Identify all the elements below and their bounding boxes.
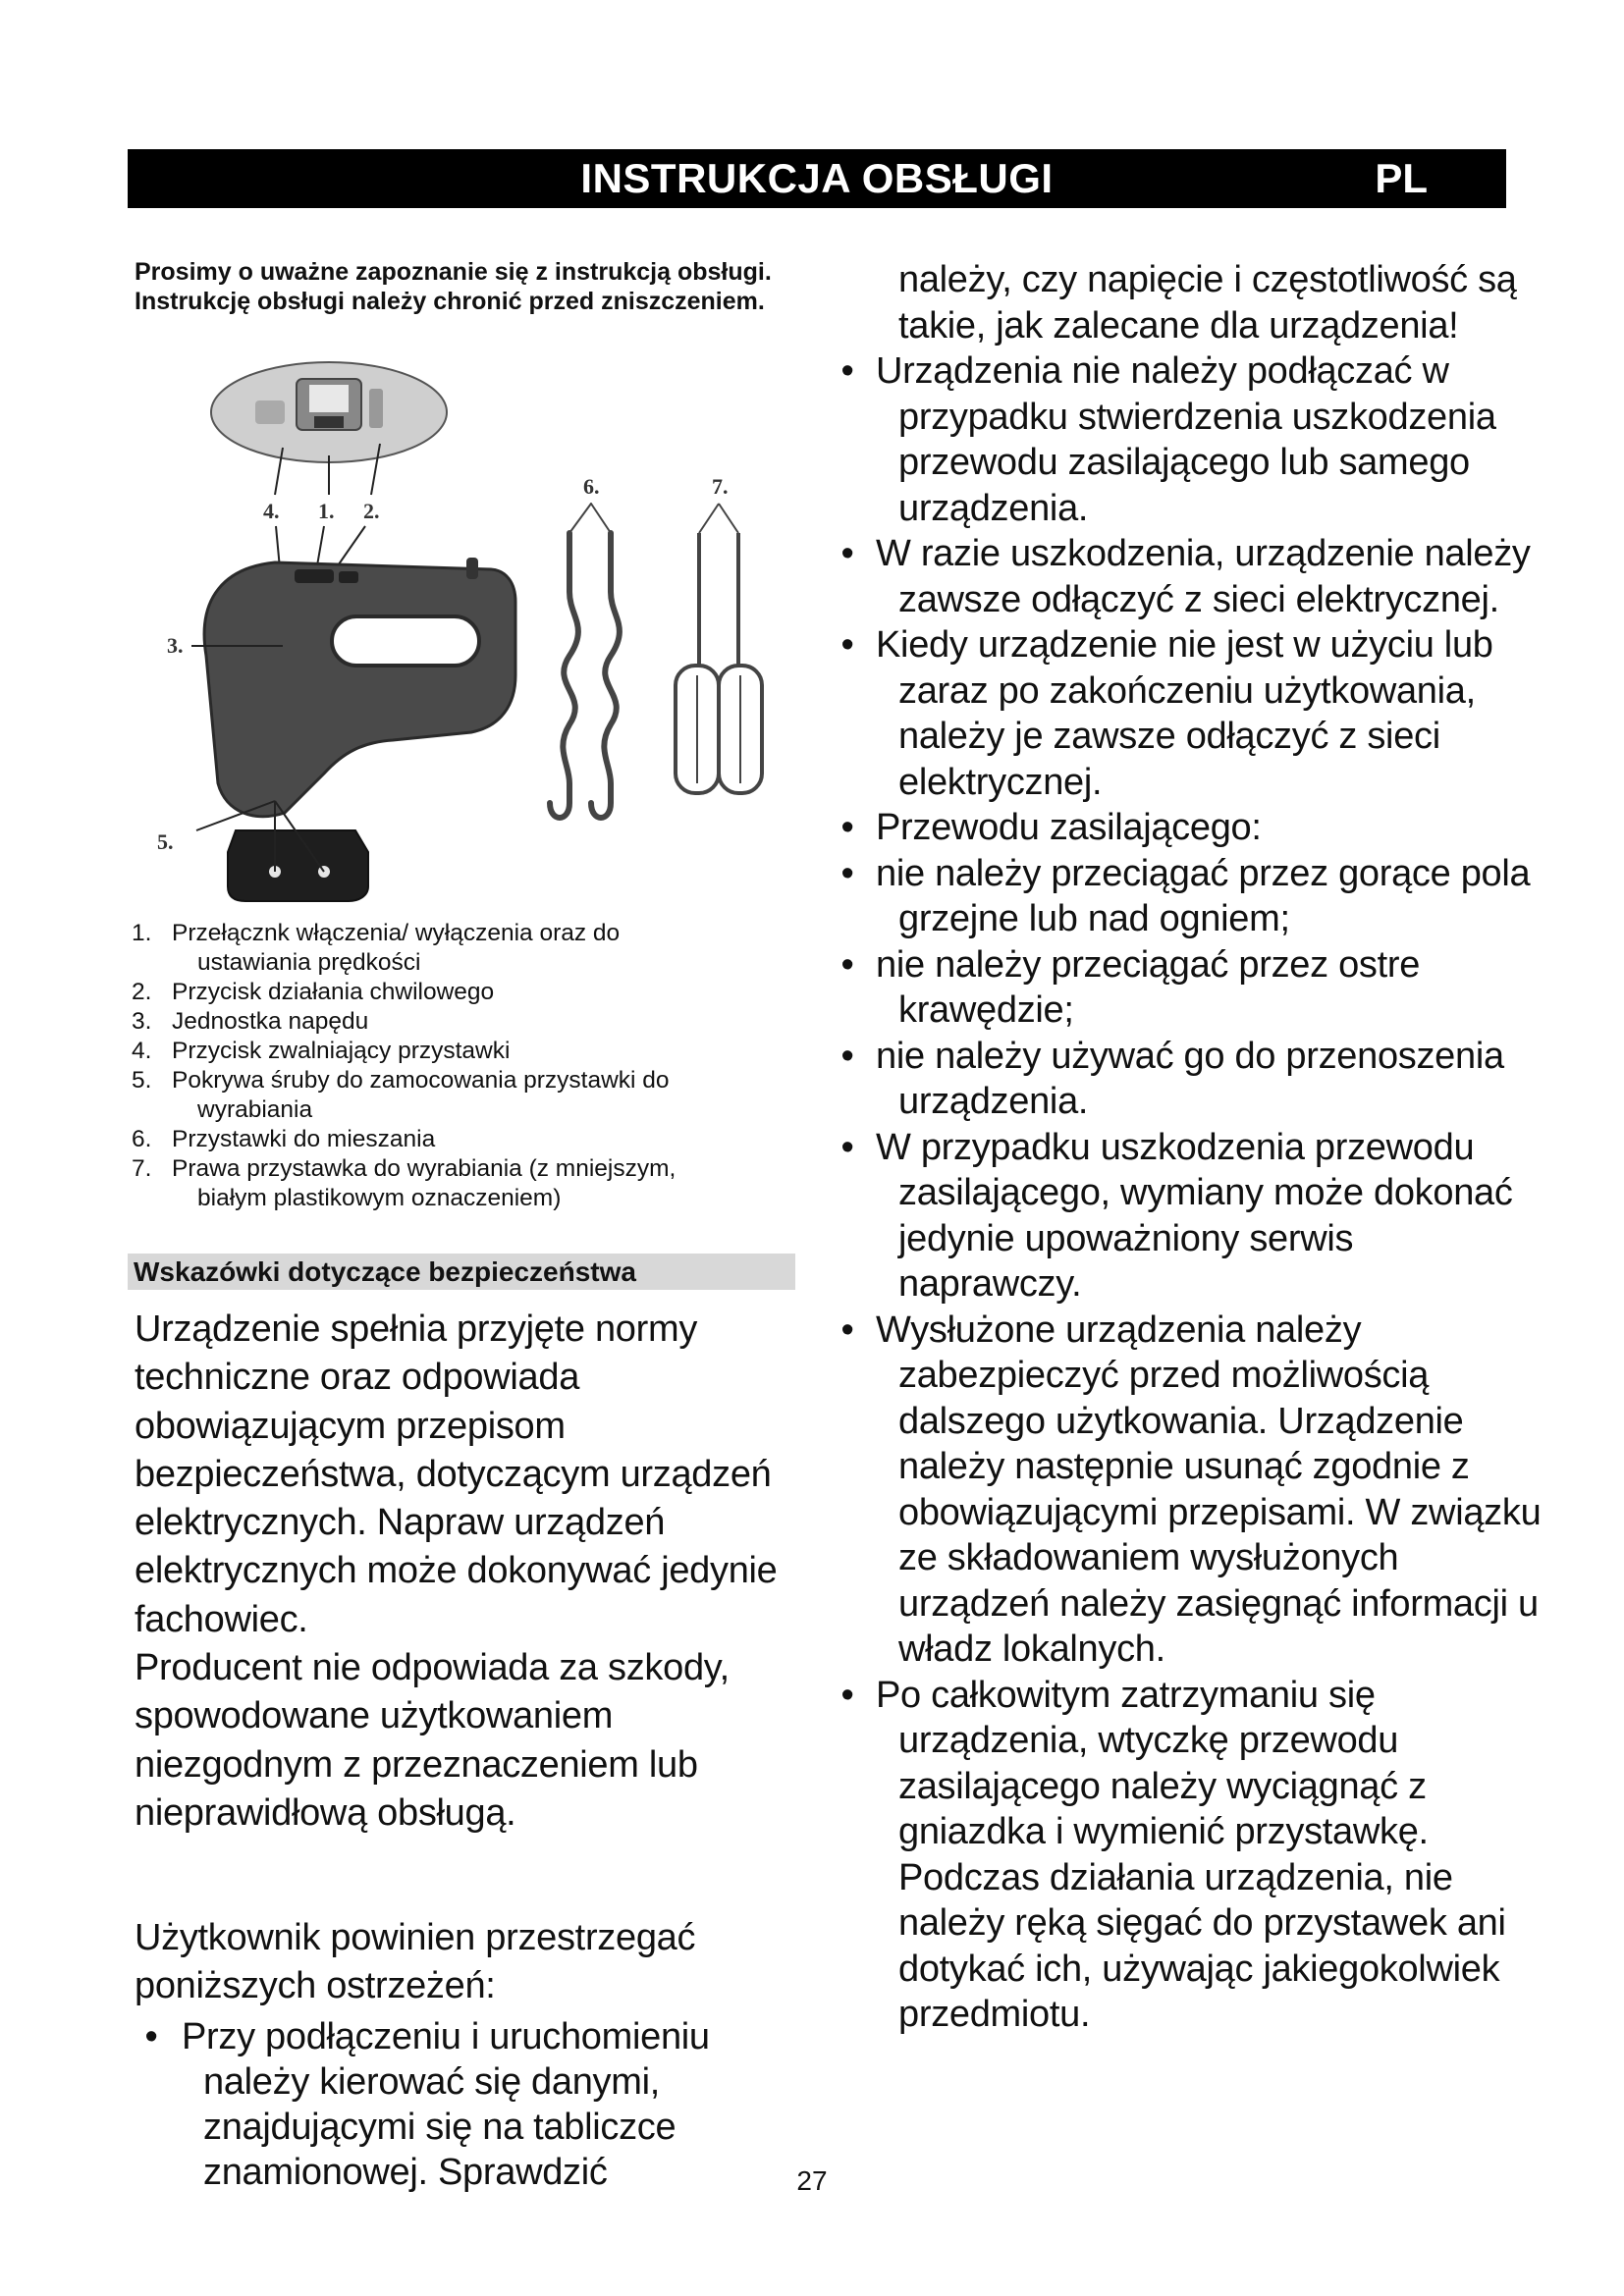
bullet-item <box>837 348 1543 531</box>
bullet-item <box>837 851 1543 942</box>
part-number: 6. <box>132 1126 152 1152</box>
dough-hooks-illustration <box>550 504 620 818</box>
bullet-item <box>837 1125 1543 1308</box>
part-text: Przystawki do mieszania <box>172 1126 436 1152</box>
bullet-dot: • <box>840 350 854 392</box>
part-number: 7. <box>132 1155 152 1182</box>
part-text: Pokrywa śruby do zamocowania przystawki do <box>172 1067 670 1094</box>
part-text-cont: ustawiania prędkości <box>197 949 421 976</box>
part-number: 1. <box>132 920 152 946</box>
bullet-item <box>837 1308 1543 1673</box>
callout-3: 3. <box>167 633 184 658</box>
continuation-text: należy, czy napięcie i częstotliwość są takie, jak zalecane dla urządzenia! <box>898 259 1517 347</box>
parts-list <box>132 919 799 1213</box>
bullet-item <box>837 1034 1543 1125</box>
bullet-dot: • <box>144 2016 158 2057</box>
part-text: Przycisk zwalniający przystawki <box>172 1038 511 1064</box>
bullet-text: Przy podłączeniu i uruchomieniu należy kierować się danymi, znajdującymi się na tabliczce znamionowej. Sprawdzić <box>182 2016 710 2193</box>
bullet-dot: • <box>840 533 854 574</box>
bullet-dot: • <box>840 1126 854 1168</box>
bullet-dot: • <box>840 1308 854 1351</box>
callout-4: 4. <box>263 499 280 523</box>
part-item <box>132 1125 799 1154</box>
bullet-text: W razie uszkodzenia, urządzenie należy zawsze odłączyć z sieci elektrycznej. <box>876 533 1531 620</box>
page-number: 27 <box>796 2165 828 2196</box>
bullet-item <box>837 531 1543 622</box>
part-number: 5. <box>132 1067 152 1094</box>
part-item <box>132 919 799 978</box>
part-item <box>132 1007 799 1037</box>
part-item <box>132 1154 799 1213</box>
bullet-text: Urządzenia nie należy podłączać w przypadku stwierdzenia uszkodzenia przewodu zasilającego lub samego urządzenia. <box>876 350 1496 529</box>
part-text: Prawa przystawka do wyrabiania (z mniejszym, <box>172 1155 677 1182</box>
bullet-item <box>837 805 1543 851</box>
bullet-dot: • <box>840 852 854 894</box>
bullet-item <box>837 1673 1543 2038</box>
page-title: INSTRUKCJA OBSŁUGI <box>580 155 1054 201</box>
part-number: 3. <box>132 1008 152 1035</box>
part-text: Przełącznk włączenia/ wyłączenia oraz do <box>172 920 621 946</box>
safety-paragraph-2: Producent nie odpowiada za szkody, spowodowane użytkowaniem niezgodnym z przeznaczeniem lub nieprawidłową obsługą. <box>135 1647 730 1834</box>
bullet-text: nie należy przeciągać przez ostre krawędzie; <box>876 943 1421 1031</box>
beaters-illustration <box>676 504 762 793</box>
header-bar <box>128 149 1506 208</box>
bullet-dot: • <box>840 1674 854 1716</box>
bullet-text: Wysłużone urządzenia należy zabezpieczyć przed możliwością dalszego użytkowania. Urządzenie należy następnie usunąć zgodnie z obowiązującymi przepisami. W związku ze składowaniem wysłużonych urządzeń należy zasięgnąć informacji u władz lokalnych. <box>876 1308 1542 1670</box>
callout-5: 5. <box>157 829 174 854</box>
control-panel-illustration <box>211 362 447 462</box>
part-item <box>132 1037 799 1066</box>
bullet-text: nie należy używać go do przenoszenia urządzenia. <box>876 1035 1504 1122</box>
mixer-diagram <box>137 361 776 906</box>
callout-6: 6. <box>583 474 600 499</box>
part-number: 2. <box>132 979 152 1005</box>
bullet-text: Po całkowitym zatrzymaniu się urządzenia, wtyczkę przewodu zasilającego należy wyciągnąć z gniazdka i wymienić przystawkę. Podczas działania urządzenia, nie należy ręką sięgać do przystawek ani dotykać ich, używając jakiegokolwiek przedmiotu. <box>876 1674 1506 2035</box>
right-column <box>837 257 1543 2038</box>
bullet-dot: • <box>840 1035 854 1077</box>
bullet-dot: • <box>840 943 854 986</box>
bullet-item <box>837 622 1543 805</box>
bullet-dot: • <box>840 807 854 848</box>
bullet-text: W przypadku uszkodzenia przewodu zasilającego, wymiany może dokonać jedynie upoważniony serwis naprawczy. <box>876 1126 1513 1305</box>
bullet-text: Kiedy urządzenie nie jest w użyciu lub zaraz po zakończeniu użytkowania, należy je zawsze odłączyć z sieci elektrycznej. <box>876 624 1493 803</box>
part-item <box>132 1066 799 1125</box>
bullet-text: Przewodu zasilającego: <box>876 807 1262 848</box>
part-text: Jednostka napędu <box>172 1008 369 1035</box>
intro-text: Prosimy o uważne zapoznanie się z instrukcją obsługi. Instrukcję obsługi należy chronić przed zniszczeniem. <box>135 258 772 315</box>
bullet-dot: • <box>840 624 854 666</box>
language-code: PL <box>1375 155 1428 201</box>
callout-1: 1. <box>318 499 335 523</box>
mixer-body-illustration <box>204 558 515 817</box>
bullet-item <box>837 942 1543 1034</box>
right-bullet-list <box>837 348 1543 2038</box>
part-text: Przycisk działania chwilowego <box>172 979 495 1005</box>
part-text-cont: wyrabiania <box>197 1096 313 1123</box>
screw-cover-illustration <box>228 830 368 901</box>
part-text-cont: białym plastikowym oznaczeniem) <box>197 1185 562 1211</box>
part-item <box>132 978 799 1007</box>
callout-7: 7. <box>712 474 729 499</box>
safety-heading: Wskazówki dotyczące bezpieczeństwa <box>128 1254 795 1290</box>
safety-paragraph-3: Użytkownik powinien przestrzegać poniższych ostrzeżeń: <box>135 1917 696 2007</box>
bullet-text: nie należy przeciągać przez gorące pola grzejne lub nad ogniem; <box>876 852 1531 939</box>
part-number: 4. <box>132 1038 152 1064</box>
safety-paragraph-1: Urządzenie spełnia przyjęte normy techniczne oraz odpowiada obowiązującym przepisom bezpieczeństwa, dotyczącym urządzeń elektrycznych. Napraw urządzeń elektrycznych może dokonywać jedynie fachowiec. <box>135 1308 778 1640</box>
callout-2: 2. <box>363 499 380 523</box>
